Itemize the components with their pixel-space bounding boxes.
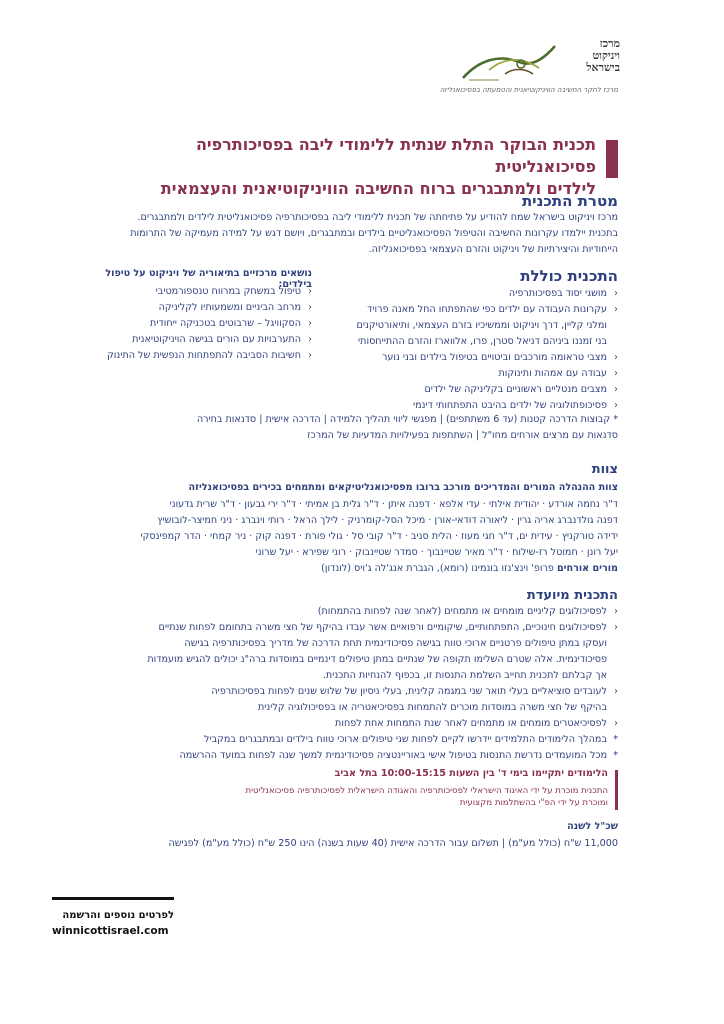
- schedule-text: [108, 785, 608, 809]
- staff-list: [98, 497, 618, 577]
- list-item: ‹ לפסיכיאטרים מומחים או מתמחים לאחר שנת התמחות אחת לפחות: [98, 716, 618, 732]
- list-item: ‹ לפסיכולוגים חינוכיים, התפתחותיים, שיקומיים ורפואיים אשר עבדו בהיקף של חצי משרה בתחומם לפחות שנתיים ועסקו במתן טיפולים פרטניים ארוכי טווח בגישה פסיכודינמית תחת הדרכה של מדריך בפסיכותרפיה בגישה פסיכודינמית. אלה שטרם השלימו תקופה של שנתיים במתן טיפולים דינמיים במוסדות ברה"נ יכולים להגיש מועמדות אך קבלתם לתכנית תחייב השלמת התנסות זו, בכפוף להנחיות התכנית.: [98, 620, 618, 684]
- note-line: * קבוצות הדרכה קטנות (עד 6 משתתפים) | מפגשי ליווי תהליך הלמידה | הדרכה אישית | סדנאות בחירה: [196, 414, 618, 425]
- staff-heading: צוות: [591, 462, 618, 477]
- title-line-2: לילדים ולמתבגרים ברוח החשיבה הוויניקוטיאנית והעצמאית: [160, 179, 596, 198]
- guest-teachers: [98, 561, 618, 577]
- general-list: [318, 286, 618, 414]
- schedule-line: התכנית מוכרת על ידי האיגוד הישראלי לפסיכותרפיה והאגודה הישראלית לפסיכותרפיה פסיכואנליטית: [245, 786, 608, 796]
- list-item: ‹ חשיבות הסביבה להתפתחות הנפשית של התינוק: [72, 348, 312, 364]
- list-item: ‹ מרחב הביניים ומשמעותיו לקליניקה: [72, 300, 312, 316]
- goal-line: מרכז ויניקוט בישראל שמח להודיע על פתיחתה של תכנית ללימודי ליבה בפסיכותרפיה פסיכואנליטית לילדים ולמתבגרים.: [137, 212, 618, 223]
- contact-rule: [52, 897, 174, 900]
- list-item: ‹ הסקוויגל – שרבוטים בטכניקה ייחודית: [72, 316, 312, 332]
- staff-line: דפנה גולדנברג אריה גרין · ליאורה דודאי-אורן · מיכל הסל-קומרניק · לילך הראל · רותי וינברג · ניני חמיצר-לובושיץ: [157, 515, 618, 526]
- schedule-accent-bar: [615, 770, 618, 810]
- schedule-line: ומוכרת על ידי הפ"י בהשתלמות מקצועית: [459, 798, 608, 808]
- program-note: [98, 412, 618, 444]
- fee-text: 11,000 ש"ח (כולל מע"מ) | תשלום עבור הדרכה אישית (40 שעות בשנה) הינו 250 ש"ח (כולל מע"מ) לפגישה: [168, 838, 618, 849]
- topics-heading: נושאים מרכזיים בתיאוריה של ויניקוט על טיפול בילדים:: [105, 268, 312, 290]
- list-item: * במהלך הלימודים התלמידים יידרשו לקיים לפחות שני טיפולים ארוכי טווח בילדים ובמתבגרים במקביל: [98, 732, 618, 748]
- list-item: * מכל המועמדים נדרשת התנסות בטיפול אישי באוריינטציה פסיכודינמית למשך שנה לפחות במועד ההרשמה: [98, 748, 618, 764]
- general-heading: התכנית כוללת: [520, 267, 618, 285]
- list-item: ‹ עקרונות העבודה עם ילדים כפי שהתפתחו החל מאנה פרויד ומלני קליין, דרך ויניקוט וממשיכיו בזרם העצמאי, ותיאורטיקנים בני זמננו ביניהם דניאל סטרן, פרו, אלווארז והזרם ההתייחסותי: [318, 302, 618, 350]
- page-title: [96, 134, 596, 200]
- logo-line-1: מרכז: [599, 37, 620, 50]
- logo-bird-icon: [459, 40, 559, 86]
- goal-heading: מטרת התכנית: [521, 192, 618, 210]
- schedule-heading: הלימודים יתקיימו בימי ד' בין השעות 10:00-15:15 בתל אביב: [334, 768, 608, 779]
- staff-line: יעל רונן · חמוטל רז-שילוח · ד"ר מאיר שטיינבוך · סמדר שטיינבוק · רוני שפירא · יעל שרוני: [255, 547, 618, 558]
- staff-subheading: צוות ההנהלה המורים והמדריכים מורכב ברובו מפסיכואנליטיקאים ומתמחים בכירים בפסיכואנליזה: [188, 482, 618, 493]
- list-item: ‹ מושגי יסוד בפסיכותרפיה: [318, 286, 618, 302]
- goal-line: הייחודיות והיצירתיות של ויניקוט והזרם העצמאי בפסיכואנליזה.: [368, 244, 618, 255]
- logo-line-3: בישראל: [586, 61, 620, 74]
- list-item: ‹ עבודה עם אמהות ותינוקות: [318, 366, 618, 382]
- logo-tagline: מרכז לחקר החשיבה הוויניקוטיאנית והטמעתה בפסיכואנליזה: [439, 86, 618, 94]
- list-item: ‹ התערבויות עם הורים בגישה הויניקוטיאנית: [72, 332, 312, 348]
- guests-label: מורים אורחים: [556, 563, 618, 574]
- list-item: ‹ פסיכופתולוגיה של ילדים בהיבט התפתחותי דינמי: [318, 398, 618, 414]
- audience-heading: התכנית מיועדת: [526, 588, 618, 603]
- contact-link[interactable]: winnicottisrael.com: [52, 925, 169, 937]
- fee-heading: שכ"ל לשנה: [567, 821, 618, 832]
- list-item: ‹ לעובדים סוציאליים בעלי תואר שני במגמה קלינית, בעלי ניסיון של שלוש שנים לפחות בפסיכותרפיה בהיקף של חצי משרה במוסדות מוכרים להתמחות בפסיכיאטריה או בפסיכולוגיה קלינית: [98, 684, 618, 716]
- contact-label: לפרטים נוספים והרשמה: [62, 910, 174, 921]
- title-accent-bar: [606, 140, 618, 178]
- staff-line: ד"ר נחמה אורדע · יהודית אילתי · עדי אלפא · דפנה איתן · ד"ר גלית בן אמיתי · ד"ר ירי גבעון · ד"ר שרית גדעוני: [169, 499, 618, 510]
- staff-line: ידידה טורקניץ · עידית ים, ד"ר חגי מעוז · הלית סניב · ד"ר קובי סל · גולי פורת · דפנה קוק · ניר קמחי · הדר קמפינסקי: [140, 531, 618, 542]
- audience-list: [98, 604, 618, 764]
- list-item: ‹ טיפול במשחק במרווח טנספורמטיבי: [72, 284, 312, 300]
- list-item: ‹ מצבי טראומה מורכבים וביטויים בטיפול בילדים ובני נוער: [318, 350, 618, 366]
- logo-line-2: ויניקוט: [592, 49, 620, 62]
- list-item: ‹ לפסיכולוגים קליניים מומחים או מתמחים (לאחר שנה לפחות בהתמחות): [98, 604, 618, 620]
- guests-text: פרופ' וינצ'נזו בונמינו (רומא), הגברת אנג'לה ג'ויס (לונדון): [321, 563, 554, 574]
- logo-wordmark: [560, 38, 620, 74]
- goal-line: בתכנית יילמדו עקרונות החשיבה והטיפול הפסיכואנליטיים בילדים ובמתבגרים, ויושם דגש על למידה מעמיקה של התרומות: [130, 228, 618, 239]
- topics-list: [72, 284, 312, 364]
- list-item: ‹ מצבים מנטליים ראשוניים בקליניקה של ילדים: [318, 382, 618, 398]
- title-line-1: תכנית הבוקר התלת שנתית ללימודי ליבה בפסיכותרפיה פסיכואנליטית: [195, 135, 596, 176]
- note-line: סדנאות עם מרצים אורחים מחו"ל | השתתפות בפעילויות המדעיות של המרכז: [307, 430, 618, 441]
- goal-paragraph: [98, 210, 618, 258]
